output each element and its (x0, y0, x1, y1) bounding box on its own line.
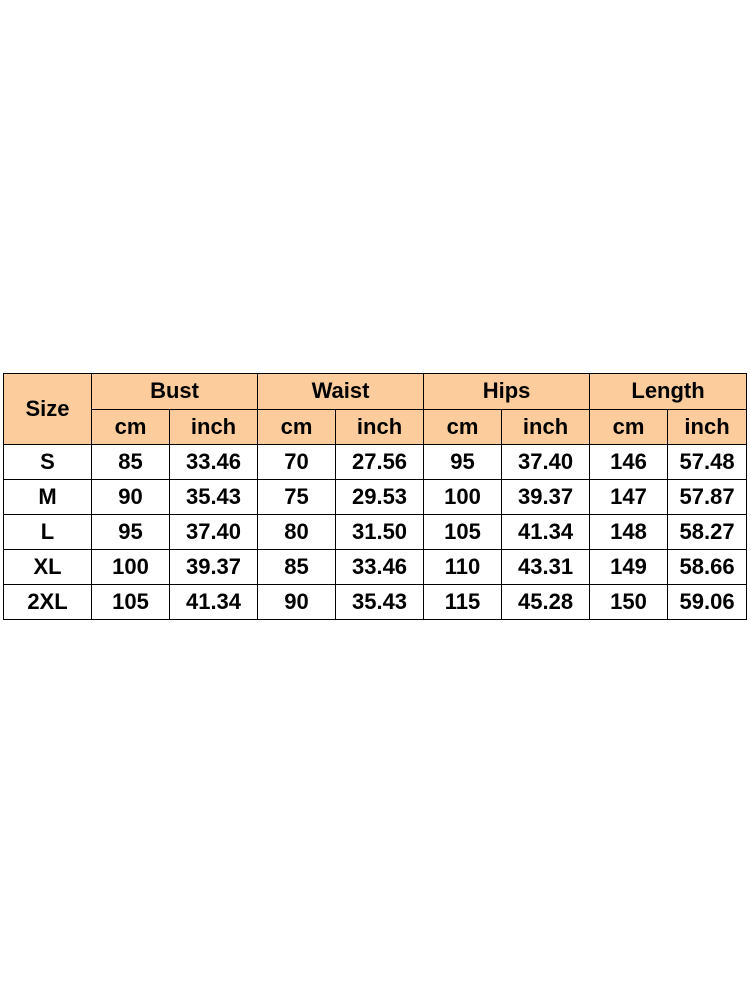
waist-cm-cell: 70 (258, 445, 336, 480)
waist-cm-header: cm (258, 409, 336, 445)
size-cell: L (4, 515, 92, 550)
size-chart-table (3, 373, 747, 620)
size-cell: 2XL (4, 585, 92, 620)
length-inch-header: inch (668, 409, 747, 445)
hips-inch-cell: 45.28 (502, 585, 590, 620)
length-cm-cell: 147 (590, 480, 668, 515)
size-cell: S (4, 445, 92, 480)
hips-inch-cell: 43.31 (502, 550, 590, 585)
bust-cm-header: cm (92, 409, 170, 445)
hips-cm-cell: 105 (424, 515, 502, 550)
length-inch-cell: 58.27 (668, 515, 747, 550)
length-header: Length (590, 374, 747, 410)
hips-cm-cell: 95 (424, 445, 502, 480)
hips-inch-cell: 37.40 (502, 445, 590, 480)
length-cm-cell: 148 (590, 515, 668, 550)
hips-cm-header: cm (424, 409, 502, 445)
table-header (4, 374, 747, 445)
waist-inch-cell: 33.46 (336, 550, 424, 585)
size-cell: XL (4, 550, 92, 585)
bust-cm-cell: 95 (92, 515, 170, 550)
length-cm-cell: 149 (590, 550, 668, 585)
bust-inch-cell: 41.34 (170, 585, 258, 620)
length-inch-cell: 58.66 (668, 550, 747, 585)
waist-inch-header: inch (336, 409, 424, 445)
bust-inch-header: inch (170, 409, 258, 445)
waist-header: Waist (258, 374, 424, 410)
bust-inch-cell: 39.37 (170, 550, 258, 585)
header-row-units (4, 409, 747, 445)
hips-cm-cell: 115 (424, 585, 502, 620)
hips-cm-cell: 100 (424, 480, 502, 515)
length-cm-cell: 150 (590, 585, 668, 620)
bust-inch-cell: 35.43 (170, 480, 258, 515)
hips-inch-header: inch (502, 409, 590, 445)
hips-inch-cell: 39.37 (502, 480, 590, 515)
hips-inch-cell: 41.34 (502, 515, 590, 550)
bust-cm-cell: 85 (92, 445, 170, 480)
length-cm-header: cm (590, 409, 668, 445)
header-row-groups (4, 374, 747, 410)
table-row (4, 515, 747, 550)
length-inch-cell: 59.06 (668, 585, 747, 620)
bust-cm-cell: 105 (92, 585, 170, 620)
length-inch-cell: 57.48 (668, 445, 747, 480)
hips-header: Hips (424, 374, 590, 410)
bust-cm-cell: 100 (92, 550, 170, 585)
bust-header: Bust (92, 374, 258, 410)
waist-inch-cell: 35.43 (336, 585, 424, 620)
table-row (4, 585, 747, 620)
bust-cm-cell: 90 (92, 480, 170, 515)
waist-inch-cell: 31.50 (336, 515, 424, 550)
size-column-header: Size (4, 374, 92, 445)
size-cell: M (4, 480, 92, 515)
table-row (4, 445, 747, 480)
table-row (4, 550, 747, 585)
hips-cm-cell: 110 (424, 550, 502, 585)
waist-cm-cell: 90 (258, 585, 336, 620)
table-row (4, 480, 747, 515)
bust-inch-cell: 37.40 (170, 515, 258, 550)
waist-cm-cell: 75 (258, 480, 336, 515)
waist-inch-cell: 27.56 (336, 445, 424, 480)
waist-cm-cell: 85 (258, 550, 336, 585)
bust-inch-cell: 33.46 (170, 445, 258, 480)
table-body (4, 445, 747, 620)
waist-inch-cell: 29.53 (336, 480, 424, 515)
waist-cm-cell: 80 (258, 515, 336, 550)
length-inch-cell: 57.87 (668, 480, 747, 515)
length-cm-cell: 146 (590, 445, 668, 480)
